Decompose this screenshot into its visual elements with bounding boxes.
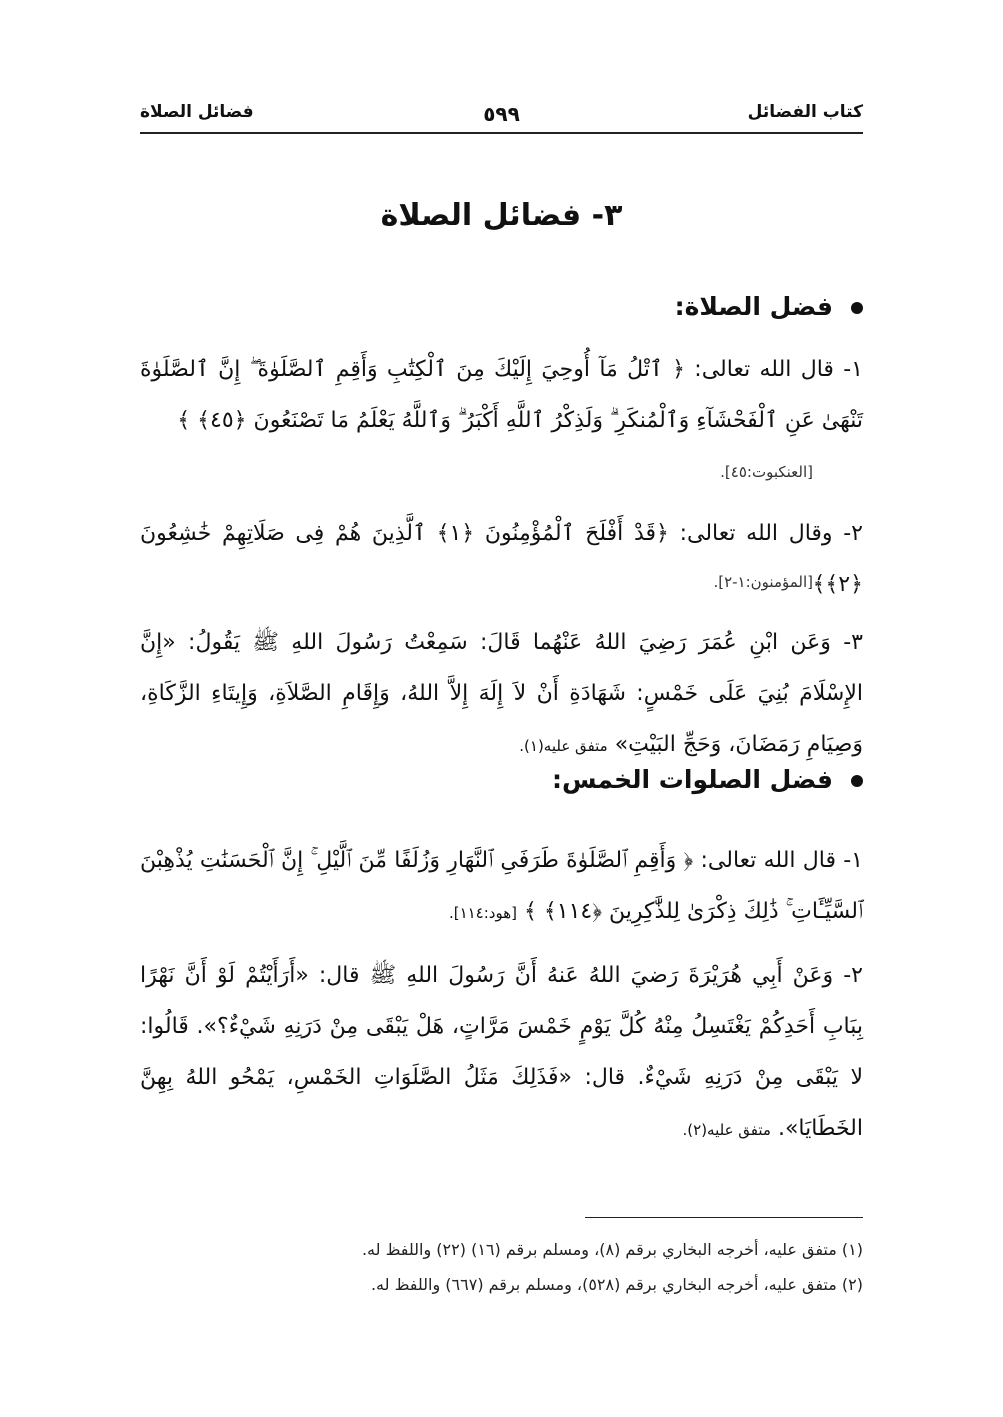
paragraph: ٢- وقال الله تعالى: ﴿قَدْ أَفْلَحَ ٱلْمُؤْمِنُونَ ﴿١﴾ ٱلَّذِينَ هُمْ فِى صَلَاتِهِمْ خَٰشِعُونَ ﴿٢﴾﴾ <box>140 521 863 597</box>
page-header <box>140 98 863 134</box>
bullet-icon <box>851 302 863 314</box>
bullet-icon <box>851 775 863 787</box>
header-book-title: كتاب الفضائل <box>747 102 863 122</box>
footnote: (٢) متفق عليه، أخرجه البخاري برقم (٥٢٨)، ومسلم برقم (٦٦٧) واللفظ له. <box>370 1275 863 1294</box>
paragraph: ١- قال الله تعالى: ﴿ ٱتْلُ مَآ أُوحِيَ إِلَيْكَ مِنَ ٱلْكِتَٰبِ وَأَقِمِ ٱلصَّلَوٰةَ ۖ إِنَّ ٱلصَّلَوٰةَ تَنْهَىٰ عَنِ ٱلْفَحْشَآءِ وَٱلْمُنكَرِ ۗ وَلَذِكْرُ ٱللَّهِ أَكْبَرُ ۗ وَٱللَّهُ يَعْلَمُ مَا تَصْنَعُونَ ﴿٤٥﴾ ﴾ <box>140 357 863 433</box>
section-heading: فضل الصلاة: <box>675 292 863 321</box>
footnote: (١) متفق عليه، أخرجه البخاري برقم (٨)، ومسلم برقم (١٦) (٢٢) واللفظ له. <box>361 1240 863 1259</box>
hadith-text: ٢- وَعَنْ أَبِي هُرَيْرَةَ رَضيَ اللهُ عَنهُ أَنَّ رَسُولَ اللهِ ﷺ قال: «أَرَأَيْتُمْ لَوْ أَنَّ نَهْرًا بِبَابِ أَحَدِكُمْ يَغْتَسِلُ مِنْهُ كُلَّ يَوْمٍ خَمْسَ مَرَّاتٍ، هَلْ يَبْقَى مِنْ دَرَنِهِ شَيْءٌ؟». قَالُوا: لا يَبْقَى مِنْ دَرَنِهِ شَيْءٌ. قال: «فَذَلِكَ مَثَلُ الصَّلَوَاتِ الخَمْسِ، يَمْحُو اللهُ بِهِنَّ الخَطَايَا». <box>140 963 863 1141</box>
section-heading: فضل الصلوات الخمس: <box>552 765 863 794</box>
hadith-note: متفق عليه(٢). <box>682 1121 771 1139</box>
hadith-paragraph <box>140 950 863 1156</box>
hadith-text: ٣- وَعَن ابْنِ عُمَرَ رَضِيَ اللهُ عَنْهُما قَالَ: سَمِعْتُ رَسُولَ اللهِ ﷺ يَقُولُ: «إِنَّ الإِسْلَامَ بُنِيَ عَلَى خَمْسٍ: شَهَادَةِ أَنْ لاَ إِلَهَ إِلاَّ اللهُ، وَإِقَامِ الصَّلاَةِ، وَإِيتَاءِ الزَّكَاةِ، وَصِيَامِ رَمَضَانَ، وَحَجِّ البَيْتِ» <box>140 630 863 757</box>
header-section-title: فضائل الصلاة <box>140 102 254 122</box>
hadith-note: متفق عليه(١). <box>519 737 608 755</box>
hadith-paragraph <box>140 617 863 772</box>
footnote-divider <box>585 1217 863 1218</box>
verse-reference: [العنكبوت:٤٥]. <box>720 463 813 481</box>
verse-reference: [هود:١١٤]. <box>448 904 517 922</box>
verse-text: ١- قال الله تعالى: ﴿ وَأَقِمِ ٱلصَّلَوٰةَ طَرَفَىِ ٱلنَّهَارِ وَزُلَفًا مِّنَ ٱلَّيْلِ ۚ إِنَّ ٱلْحَسَنَٰتِ يُذْهِبْنَ ٱلسَّيِّـَٔاتِ ۚ ذَٰلِكَ ذِكْرَىٰ لِلذَّٰكِرِينَ ﴿١١٤﴾ ﴾ <box>140 848 863 924</box>
verse-reference: [المؤمنون:١-٢]. <box>713 573 813 591</box>
chapter-title: ٣- فضائل الصلاة <box>380 198 623 233</box>
paragraph <box>140 835 863 939</box>
header-page-number: ٥٩٩ <box>483 102 520 126</box>
